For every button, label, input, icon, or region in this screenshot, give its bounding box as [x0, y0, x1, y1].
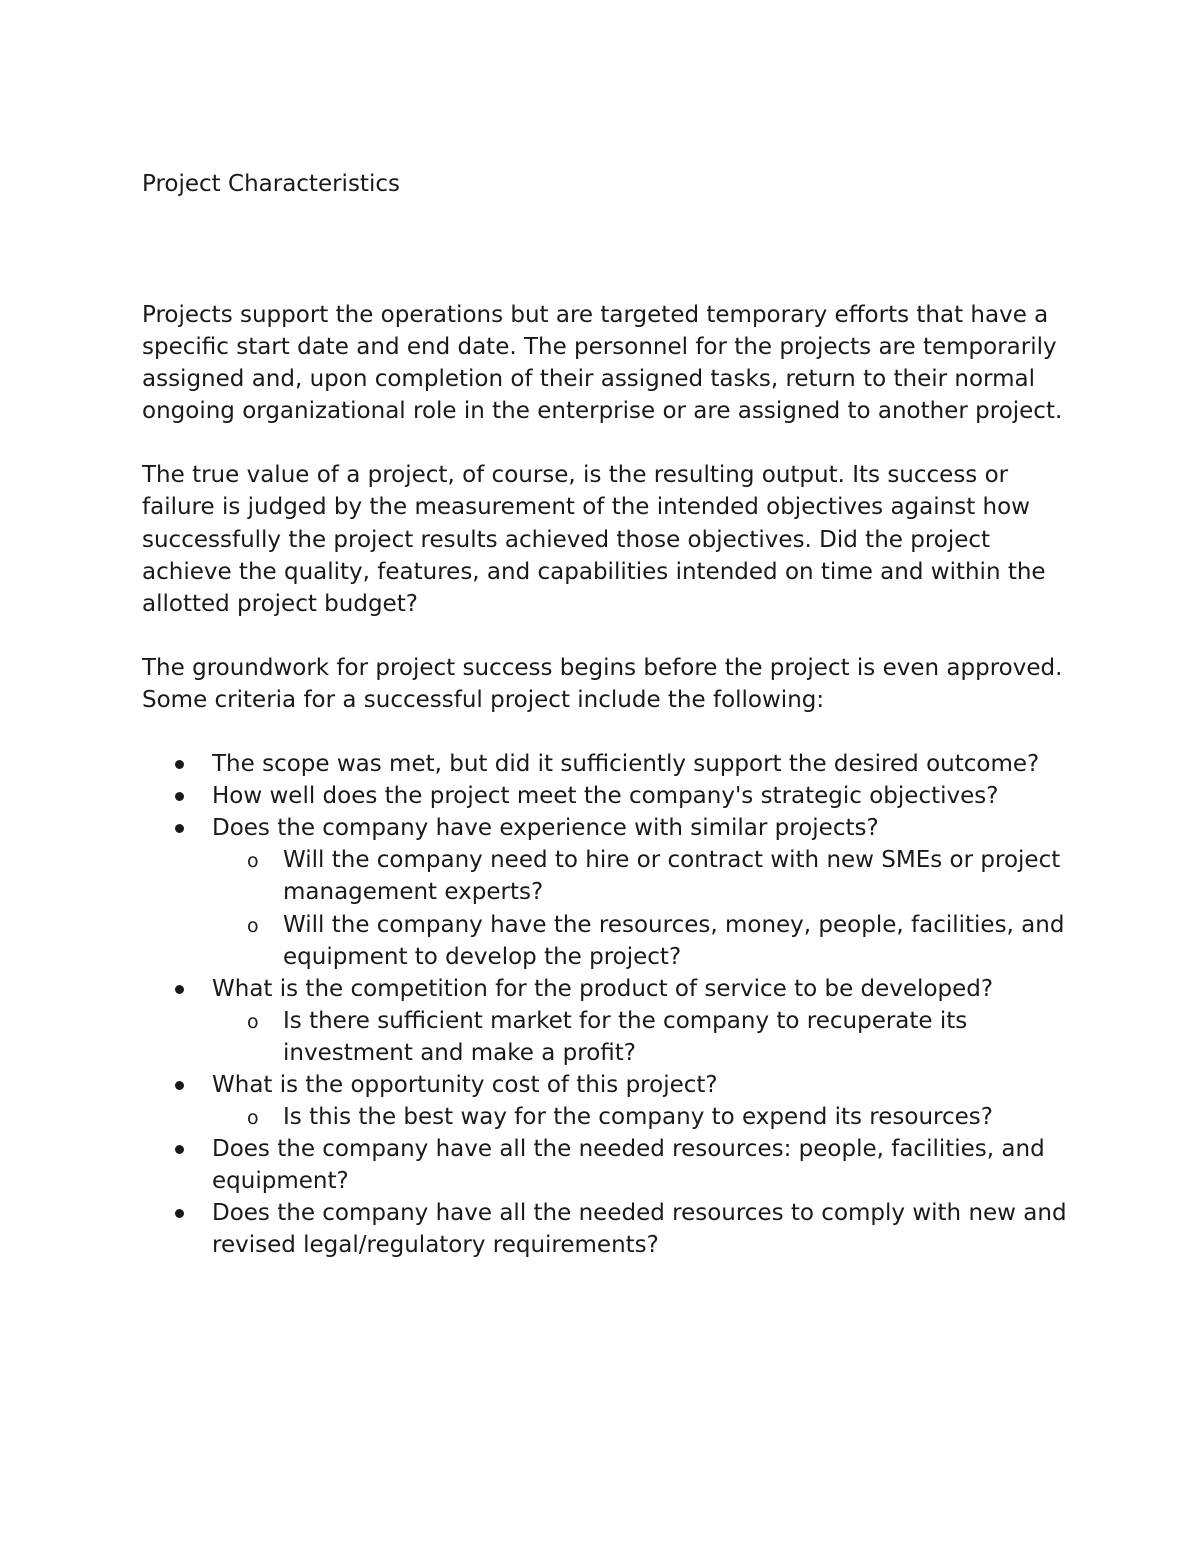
bullet-icon	[175, 760, 184, 769]
sub-list-item-text: Is this the best way for the company to expend its resources?	[283, 1104, 993, 1131]
sub-list	[212, 1005, 1067, 1069]
sub-list	[212, 844, 1067, 972]
sub-list	[212, 1101, 1067, 1133]
document-body	[142, 299, 1067, 1262]
list-item	[142, 780, 1067, 812]
list-item-text: What is the opportunity cost of this project?	[212, 1071, 718, 1098]
list-item-text: How well does the project meet the company's strategic objectives?	[212, 783, 999, 810]
sub-list-item-text: Will the company need to hire or contract with new SMEs or project management experts?	[283, 847, 1061, 906]
document-title: Project Characteristics	[142, 171, 400, 197]
sub-list-item	[212, 844, 1067, 908]
paragraph-value: The true value of a project, of course, is the resulting output. Its success or failure is judged by the measurement of the intended objectives against how successfully the project results achieved those objectives. Did the project achieve the quality, features, and capabilities intended on time and within the allotted project budget?	[142, 462, 1046, 617]
bullet-icon	[175, 824, 184, 833]
list-item-text: Does the company have all the needed resources: people, facilities, and equipment?	[212, 1136, 1045, 1195]
sub-list-item	[212, 1101, 1067, 1133]
sub-list-item	[212, 909, 1067, 973]
circle-bullet-icon: o	[247, 1107, 259, 1130]
list-item	[142, 748, 1067, 780]
bullet-icon	[175, 1081, 184, 1090]
bullet-icon	[175, 985, 184, 994]
sub-list-item-text: Is there sufficient market for the company to recuperate its investment and make a profit?	[283, 1007, 968, 1066]
sub-list-item	[212, 1005, 1067, 1069]
paragraph-intro: Projects support the operations but are targeted temporary efforts that have a specific start date and end date. The personnel for the projects are temporarily assigned and, upon completion of their assigned tasks, return to their normal ongoing organizational role in the enterprise or are assigned to another project.	[142, 302, 1063, 425]
criteria-list	[142, 748, 1067, 1262]
list-item	[142, 1069, 1067, 1133]
list-item	[142, 973, 1067, 1069]
circle-bullet-icon: o	[247, 914, 259, 937]
bullet-icon	[175, 1145, 184, 1154]
circle-bullet-icon: o	[247, 1010, 259, 1033]
list-item-text: What is the competition for the product of service to be developed?	[212, 975, 994, 1002]
list-item	[142, 1197, 1067, 1261]
circle-bullet-icon: o	[247, 850, 259, 873]
sub-list-item-text: Will the company have the resources, money, people, facilities, and equipment to develop the project?	[283, 911, 1065, 970]
paragraph-groundwork: The groundwork for project success begins before the project is even approved. Some criteria for a successful project include the following:	[142, 654, 1063, 713]
list-item-text: The scope was met, but did it sufficiently support the desired outcome?	[212, 751, 1040, 778]
list-item	[142, 1133, 1067, 1197]
bullet-icon	[175, 1209, 184, 1218]
list-item-text: Does the company have all the needed resources to comply with new and revised legal/regulatory requirements?	[212, 1200, 1067, 1259]
list-item-text: Does the company have experience with similar projects?	[212, 815, 879, 842]
bullet-icon	[175, 792, 184, 801]
list-item	[142, 812, 1067, 972]
